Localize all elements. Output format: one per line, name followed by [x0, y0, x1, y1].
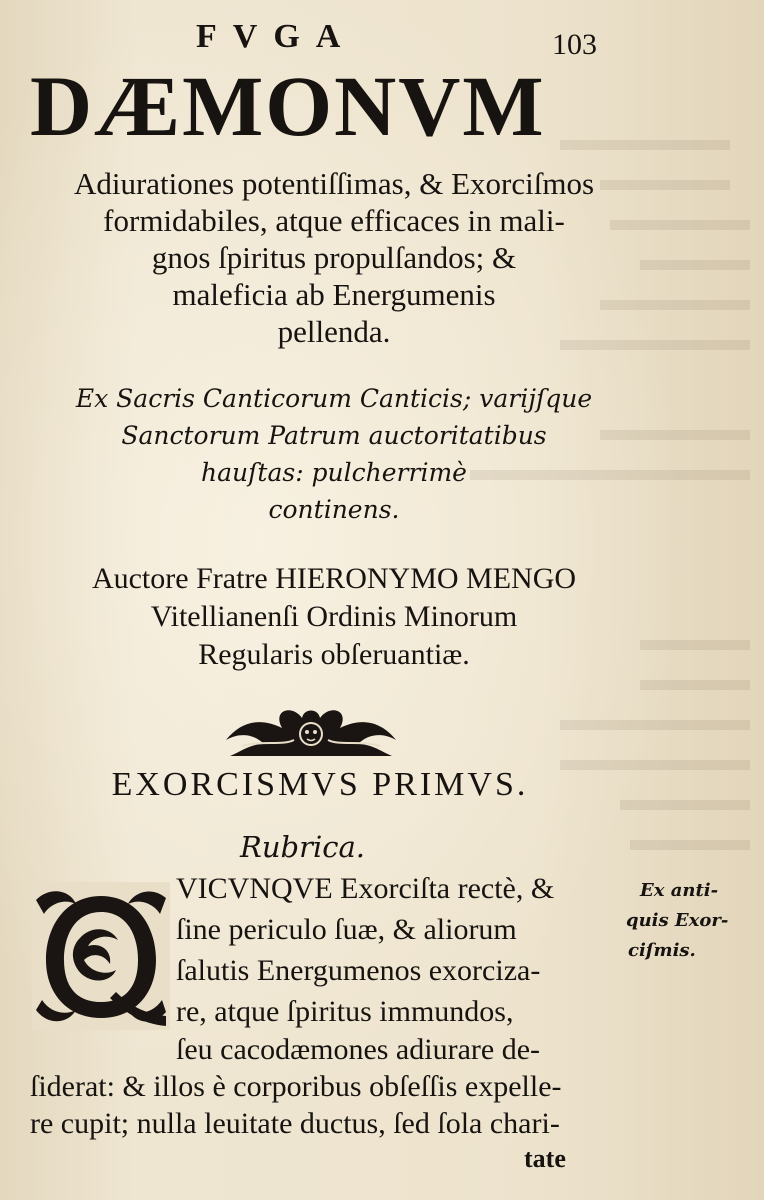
body-line: ſine periculo ſuæ, & aliorum — [176, 913, 517, 946]
marginal-note-line: Ex anti- — [640, 880, 719, 901]
author-line: Regularis obſeruantiæ. — [198, 638, 470, 671]
printers-ornament-icon — [222, 700, 400, 760]
page-title: DÆMONVM — [30, 58, 546, 154]
author-line: Auctore Fratre HIERONYMO MENGO — [91, 562, 577, 595]
description-line: pellenda. — [277, 314, 391, 349]
description-line: Adiurationes potentiſſimas, & Exorciſmos — [73, 166, 595, 201]
body-line: ſeu cacodæmones adiurare de- — [176, 1033, 540, 1066]
description-line: formidabiles, atque efficaces in mali- — [103, 203, 565, 238]
decorated-initial-q-icon — [30, 880, 172, 1032]
body-line: ſiderat: & illos è corporibus obſeſſis expelle- — [30, 1070, 562, 1103]
source-line: continens. — [268, 495, 400, 524]
marginal-note-line: quis Exor- — [626, 910, 729, 931]
source-line: hauſtas: pulcherrimè — [201, 458, 467, 487]
source-line: Sanctorum Patrum auctoritatibus — [121, 421, 547, 450]
rubric-label: Rubrica. — [240, 830, 365, 864]
author-line: Vitellianenſi Ordinis Minorum — [150, 600, 518, 633]
body-line: ſalutis Energumenos exorciza- — [176, 954, 541, 987]
body-line: tate — [524, 1144, 566, 1173]
description-line: gnos ſpiritus propulſandos; & — [151, 240, 517, 275]
source-line: Ex Sacris Canticorum Canticis; varijſque — [75, 384, 593, 413]
body-line: re, atque ſpiritus immundos, — [176, 995, 514, 1028]
body-line: VICVNQVE Exorciſta rectè, & — [176, 872, 555, 905]
description-line: maleficia ab Energumenis — [172, 277, 496, 312]
marginal-note-line: ciſmis. — [628, 940, 696, 961]
body-line: re cupit; nulla leuitate ductus, ſed ſola chari- — [30, 1107, 560, 1140]
running-head: FVGA — [196, 18, 357, 55]
page-number: 103 — [552, 28, 597, 61]
section-heading: EXORCISMVS PRIMVS. — [111, 766, 529, 803]
